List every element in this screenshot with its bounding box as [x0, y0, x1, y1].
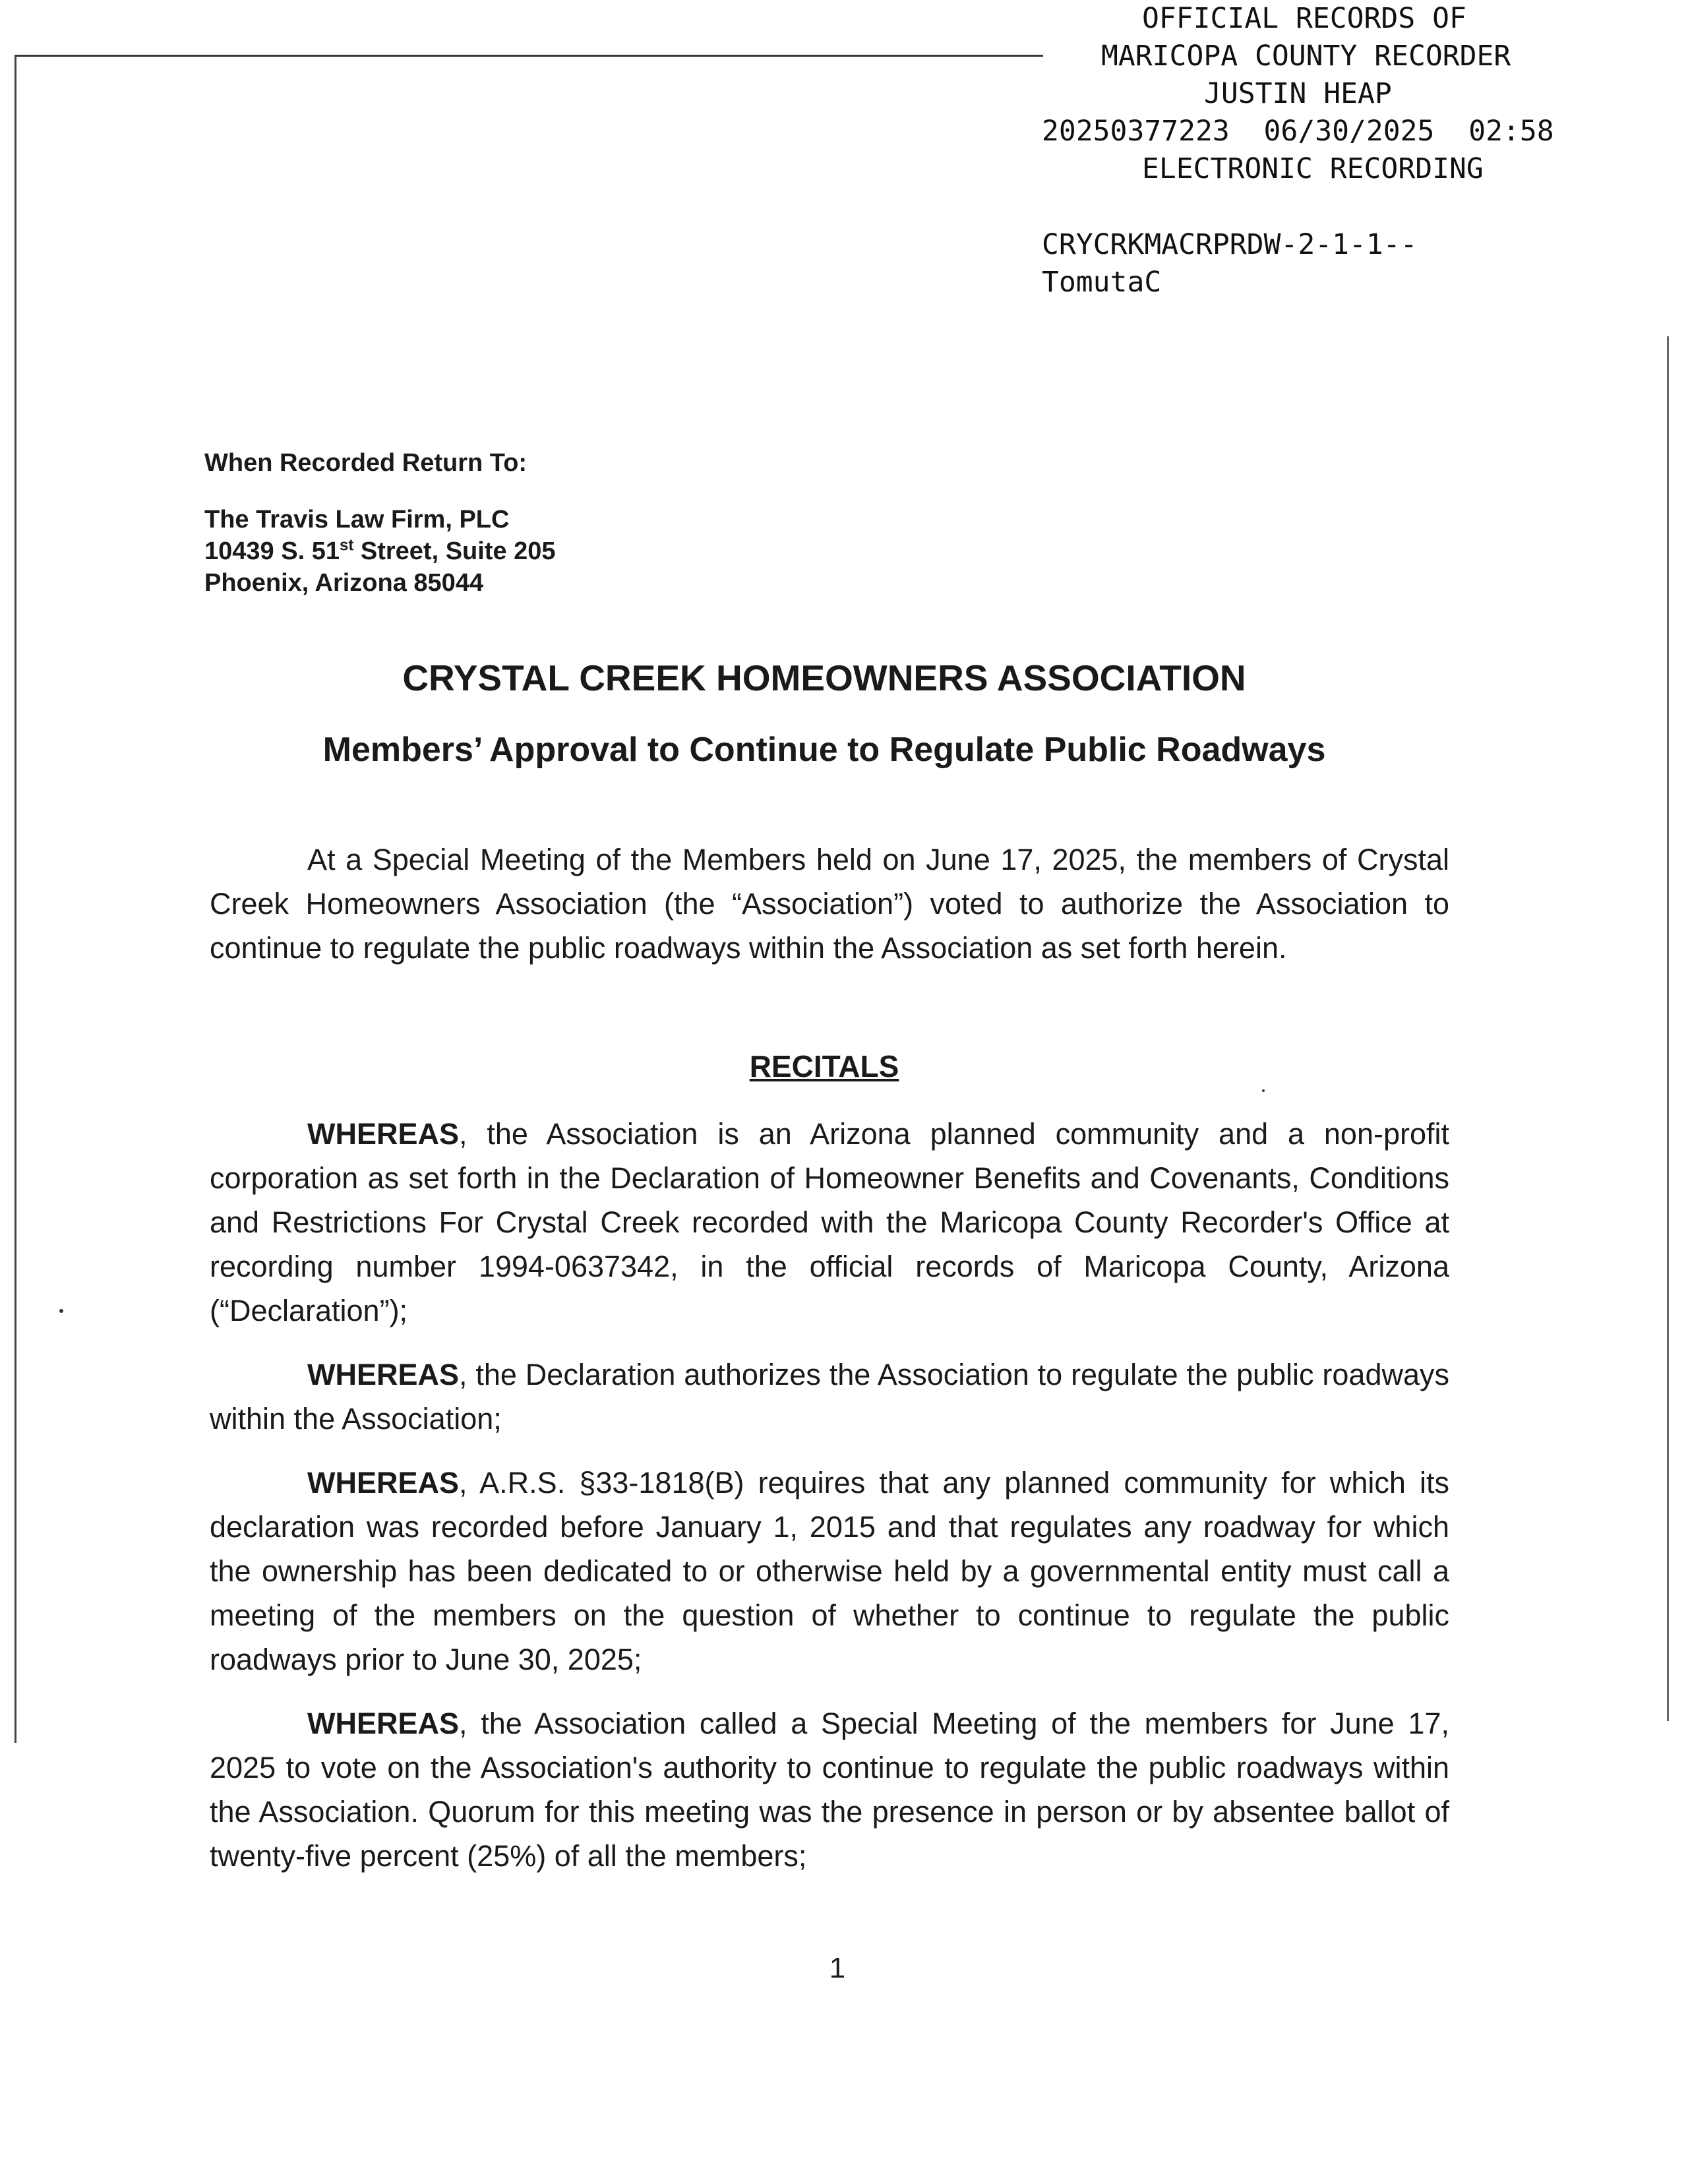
stamp-line: JUSTIN HEAP: [1204, 77, 1392, 110]
intro-paragraph: At a Special Meeting of the Members held on June 17, 2025, the members of Crystal Creek Homeowners Association (the “Association”) voted to authorize the Association to continue to regulate the public roadways within the Association as set forth herein.: [210, 843, 1449, 965]
recital-paragraph: WHEREAS, the Association called a Special Meeting of the members for June 17, 2025 to vote on the Association's authority to continue to regulate the public roadways within the Association. Quorum for this meeting was the presence in person or by absentee ballot of twenty-five percent (25%) of all the members;: [210, 1707, 1449, 1873]
scan-speck: [59, 1309, 63, 1313]
return-to-heading: When Recorded Return To:: [204, 449, 528, 477]
return-to-city: Phoenix, Arizona 85044: [204, 569, 484, 597]
intro-section: [210, 837, 1449, 970]
document-title: CRYSTAL CREEK HOMEOWNERS ASSOCIATION: [402, 657, 1246, 698]
stamp-code: CRYCRKMACRPRDW-2-1-1--: [1042, 228, 1418, 261]
page-number: 1: [829, 1952, 846, 1984]
stamp-line: ELECTRONIC RECORDING: [1142, 152, 1484, 185]
document-subtitle: Members’ Approval to Continue to Regulate Public Roadways: [322, 731, 1326, 769]
recital-paragraph: WHEREAS, the Declaration authorizes the Association to regulate the public roadways within the Association;: [210, 1358, 1449, 1436]
return-to-firm: The Travis Law Firm, PLC: [204, 506, 510, 533]
scan-border-right: [1667, 336, 1669, 1721]
stamp-recording-number: 20250377223 06/30/2025 02:58: [1042, 115, 1554, 148]
stamp-clerk: TomutaC: [1042, 266, 1162, 299]
scan-border-top: [15, 55, 1043, 57]
recitals-list: [210, 1112, 1449, 1898]
return-to-street: 10439 S. 51st Street, Suite 205: [204, 536, 556, 565]
stamp-line: MARICOPA COUNTY RECORDER: [1101, 40, 1511, 73]
recorder-stamp: [1029, 0, 1688, 301]
recital-paragraph: WHEREAS, the Association is an Arizona planned community and a non-profit corporation as set forth in the Declaration of Homeowner Benefits and Covenants, Conditions and Restrictions For Crystal Creek recorded with the Maricopa County Recorder's Office at recording number 1994-0637342, in the official records of Maricopa County, Arizona (“Declaration”);: [210, 1117, 1449, 1327]
stamp-line: OFFICIAL RECORDS OF: [1142, 2, 1466, 35]
recital-paragraph: WHEREAS, A.R.S. §33-1818(B) requires that any planned community for which its declaration was recorded before January 1, 2015 and that regulates any roadway for which the ownership has been dedicated to or otherwise held by a governmental entity must call a meeting of the members on the question of whether to continue to regulate the public roadways prior to June 30, 2025;: [210, 1466, 1449, 1676]
scan-speck: [1262, 1089, 1265, 1092]
scan-border-left: [15, 55, 16, 1743]
recitals-heading: RECITALS: [749, 1049, 899, 1083]
return-to-block: [204, 447, 556, 599]
